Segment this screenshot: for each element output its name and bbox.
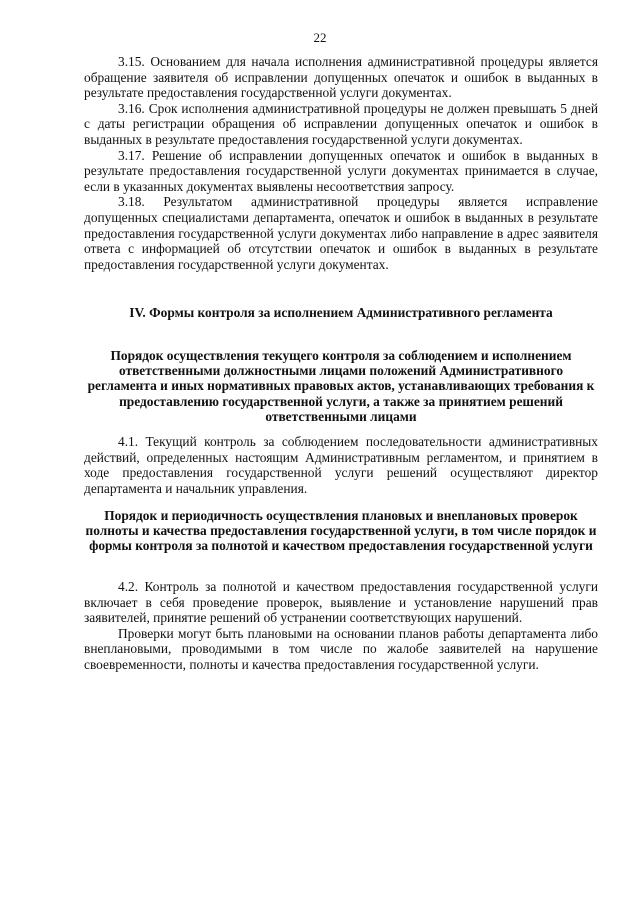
paragraph-4-2: 4.2. Контроль за полнотой и качеством предоставления государственной услуги включает в себя проведение проверок, выявление и установление нарушений прав заявителей, принятие решений об устранении соответствующих нарушений. [84,579,598,626]
paragraph-3-16: 3.16. Срок исполнения административной процедуры не должен превышать 5 дней с даты регистрации обращения об исправлении допущенных опечаток и ошибок в выданных в результате предоставления государственной услуги документах. [84,100,598,147]
procedure-paragraphs [84,54,598,272]
subheading-current-control: Порядок осуществления текущего контроля за соблюдением и исполнением ответственными должностными лицами положений Административного регламента и иных нормативных правовых актов, устанавливающих требования к предоставлению государственной услуги, а также за принятием решений ответственными лицами [87,348,595,424]
paragraph-3-17: 3.17. Решение об исправлении допущенных опечаток и ошибок в выданных в результате предоставления государственной услуги документах принимается в случае, если в указанных документах выявлены несоответствия запросу. [84,147,598,194]
paragraph-block-4-2 [84,579,598,673]
paragraph-3-18: 3.18. Результатом административной процедуры является исправление допущенных специалистами департамента, опечаток и ошибок в выданных в результате предоставления государственной услуги документах либо направление в адрес заявителя ответа с информацией об отсутствии опечаток и ошибок в выданных в результате предоставления государственной услуги документах. [84,194,598,272]
page-number: 22 [313,30,327,45]
paragraph-block-4-1 [84,434,598,496]
paragraph-4-1: 4.1. Текущий контроль за соблюдением последовательности административных действий, определенных настоящим Административным регламентом, и принятием в ходе предоставления государственной услуги решений осуществляют директор департамента и начальник управления. [84,434,598,496]
paragraph-3-15: 3.15. Основанием для начала исполнения административной процедуры является обращение заявителя об исправлении допущенных опечаток и ошибок в выданных в результате предоставления государственной услуги документах. [84,54,598,101]
subheading-inspections: Порядок и периодичность осуществления плановых и внеплановых проверок полноты и качества предоставления государственной услуги, в том числе порядок и формы контроля за полнотой и качеством предоставления государственной услуги [85,508,597,554]
paragraph-checks: Проверки могут быть плановыми на основании планов работы департамента либо внеплановыми, проводимыми в том числе по жалобе заявителей на нарушение своевременности, полноты и качества предоставления государственной услуги. [84,625,598,672]
section-heading: IV. Формы контроля за исполнением Административного регламента [129,305,553,320]
